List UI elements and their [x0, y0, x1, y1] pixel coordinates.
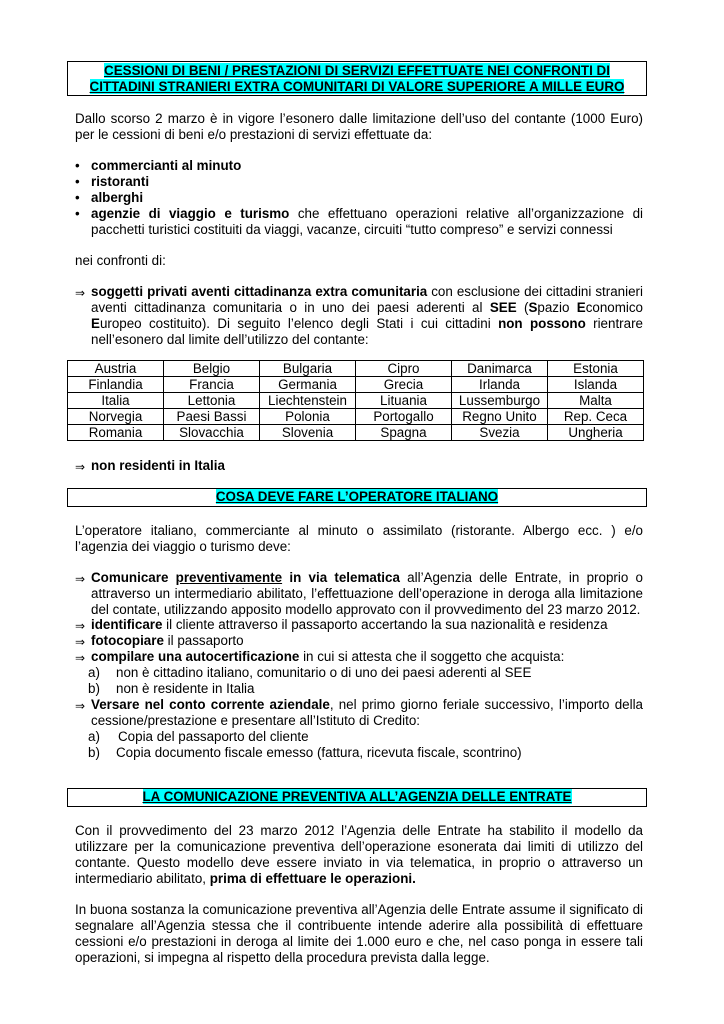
- list-item: Copia del passaporto del cliente: [118, 729, 309, 744]
- list-label: b): [88, 745, 100, 760]
- header-title-box: [67, 61, 647, 96]
- step-comunicare: Comunicare preventivamente in via telematica all’Agenzia delle Entrate, in proprio o attraverso un intermediario abilitato, l’effettuazione dell’operazione in deroga alla limitazione del contate, utilizzando apposito modello approvato con il provvedimento del 23 marzo 2012.: [91, 570, 643, 617]
- non-residenti-item: non residenti in Italia: [91, 458, 225, 473]
- list-label: a): [88, 729, 100, 744]
- table-cell: Romania: [68, 425, 164, 441]
- table-cell: Francia: [164, 377, 260, 393]
- soggetti-privati-item: soggetti privati aventi cittadinanza extra comunitaria con esclusione dei cittadini stranieri aventi cittadinanza comunitaria o in uno dei paesi aderenti al SEE (Spazio Economico Europeo costituito). Di seguito l’elenco degli Stati i cui cittadini non possono rientrare nell’esonero dal limite dell’utilizzo del contante:: [91, 284, 643, 347]
- bullet-item-ristoranti: ristoranti: [91, 174, 150, 189]
- arrow-icon: ⇒: [75, 460, 86, 474]
- section-comunicazione-title-box: [67, 788, 647, 807]
- table-cell: Estonia: [548, 361, 644, 377]
- table-cell: Liechtenstein: [260, 393, 356, 409]
- arrow-icon: ⇒: [75, 651, 86, 665]
- table-cell: Slovenia: [260, 425, 356, 441]
- non-eligible-states-table: [67, 360, 644, 441]
- table-row: [68, 425, 644, 441]
- table-row: [68, 393, 644, 409]
- step-versare: Versare nel conto corrente aziendale, nel primo giorno feriale successivo, l’importo della cessione/prestazione e presentare all’Istituto di Credito:: [91, 697, 643, 728]
- table-cell: Lettonia: [164, 393, 260, 409]
- bullet-item-alberghi: alberghi: [91, 190, 144, 205]
- header-title-line2: CITTADINI STRANIERI EXTRA COMUNITARI DI VALORE SUPERIORE A MILLE EURO: [89, 79, 625, 94]
- table-cell: Spagna: [356, 425, 452, 441]
- bullet-icon: •: [75, 174, 80, 189]
- table-cell: Bulgaria: [260, 361, 356, 377]
- section-operatore-title: COSA DEVE FARE L’OPERATORE ITALIANO: [215, 489, 499, 504]
- table-cell: Lituania: [356, 393, 452, 409]
- table-cell: Paesi Bassi: [164, 409, 260, 425]
- table-row: [68, 361, 644, 377]
- list-label: a): [88, 665, 100, 680]
- table-cell: Grecia: [356, 377, 452, 393]
- section-operatore-title-box: [67, 488, 647, 507]
- list-label: b): [88, 681, 100, 696]
- step-fotocopiare: fotocopiare il passaporto: [91, 633, 244, 648]
- arrow-icon: ⇒: [75, 286, 86, 300]
- table-cell: Rep. Ceca: [548, 409, 644, 425]
- table-cell: Lussemburgo: [452, 393, 548, 409]
- table-cell: Austria: [68, 361, 164, 377]
- list-item: non è cittadino italiano, comunitario o di uno dei paesi aderenti al SEE: [116, 665, 532, 680]
- bullet-item-commercianti: commercianti al minuto: [91, 158, 242, 173]
- table-cell: Portogallo: [356, 409, 452, 425]
- provvedimento-paragraph: Con il provvedimento del 23 marzo 2012 l’Agenzia delle Entrate ha stabilito il modello da utilizzare per la comunicazione preventiva dell’operazione esonerata dai limiti di utilizzo del contante. Questo modello deve essere inviato in via telematica, in proprio o attraverso un intermediario abilitato, prima di effettuare le operazioni.: [75, 823, 643, 886]
- arrow-icon: ⇒: [75, 635, 86, 649]
- table-cell: Islanda: [548, 377, 644, 393]
- table-cell: Danimarca: [452, 361, 548, 377]
- table-row: [68, 409, 644, 425]
- operatore-intro-paragraph: L’operatore italiano, commerciante al minuto o assimilato (ristorante. Albergo ecc. ) e/o l’agenzia dei viaggio o turismo deve:: [75, 523, 643, 554]
- bullet-icon: •: [75, 190, 80, 205]
- bullet-icon: •: [75, 158, 80, 173]
- table-cell: Slovacchia: [164, 425, 260, 441]
- table-cell: Germania: [260, 377, 356, 393]
- table-cell: Cipro: [356, 361, 452, 377]
- table-cell: Finlandia: [68, 377, 164, 393]
- table-cell: Polonia: [260, 409, 356, 425]
- step-identificare: identificare il cliente attraverso il passaporto accertando la sua nazionalità e residenza: [91, 617, 608, 632]
- list-item: non è residente in Italia: [116, 681, 255, 696]
- list-item: Copia documento fiscale emesso (fattura, ricevuta fiscale, scontrino): [116, 745, 522, 760]
- table-cell: Norvegia: [68, 409, 164, 425]
- arrow-icon: ⇒: [75, 572, 86, 586]
- nei-confronti-label: nei confronti di:: [75, 253, 166, 268]
- table-cell: Svezia: [452, 425, 548, 441]
- arrow-icon: ⇒: [75, 619, 86, 633]
- sostanza-paragraph: In buona sostanza la comunicazione preventiva all’Agenzia delle Entrate assume il significato di segnalare all’Agenzia stessa che il contribuente intende aderire alla possibilità di effettuare cessioni e/o prestazioni in deroga al limite dei 1.000 euro e che, nel caso ponga in essere tali operazioni, si impegna al rispetto della procedura prevista dalla legge.: [75, 902, 643, 965]
- table-cell: Italia: [68, 393, 164, 409]
- section-comunicazione-title: LA COMUNICAZIONE PREVENTIVA ALL’AGENZIA DELLE ENTRATE: [142, 789, 572, 804]
- header-title-line1: CESSIONI DI BENI / PRESTAZIONI DI SERVIZI EFFETTUATE NEI CONFRONTI DI: [104, 63, 610, 78]
- table-cell: Belgio: [164, 361, 260, 377]
- intro-paragraph: Dallo scorso 2 marzo è in vigore l’esonero dalle limitazione dell’uso del contante (1000 Euro) per le cessioni di beni e/o prestazioni di servizi effettuate da:: [75, 111, 643, 142]
- table-cell: Ungheria: [548, 425, 644, 441]
- table-row: [68, 377, 644, 393]
- arrow-icon: ⇒: [75, 699, 86, 713]
- bullet-icon: •: [75, 206, 80, 221]
- step-compilare: compilare una autocertificazione in cui si attesta che il soggetto che acquista:: [91, 649, 565, 664]
- table-cell: Irlanda: [452, 377, 548, 393]
- bullet-item-agenzie: agenzie di viaggio e turismo che effettuano operazioni relative all’organizzazione di pacchetti turistici costituiti da viaggi, vacanze, circuiti “tutto compreso” e servizi connessi: [91, 206, 643, 237]
- table-cell: Regno Unito: [452, 409, 548, 425]
- table-cell: Malta: [548, 393, 644, 409]
